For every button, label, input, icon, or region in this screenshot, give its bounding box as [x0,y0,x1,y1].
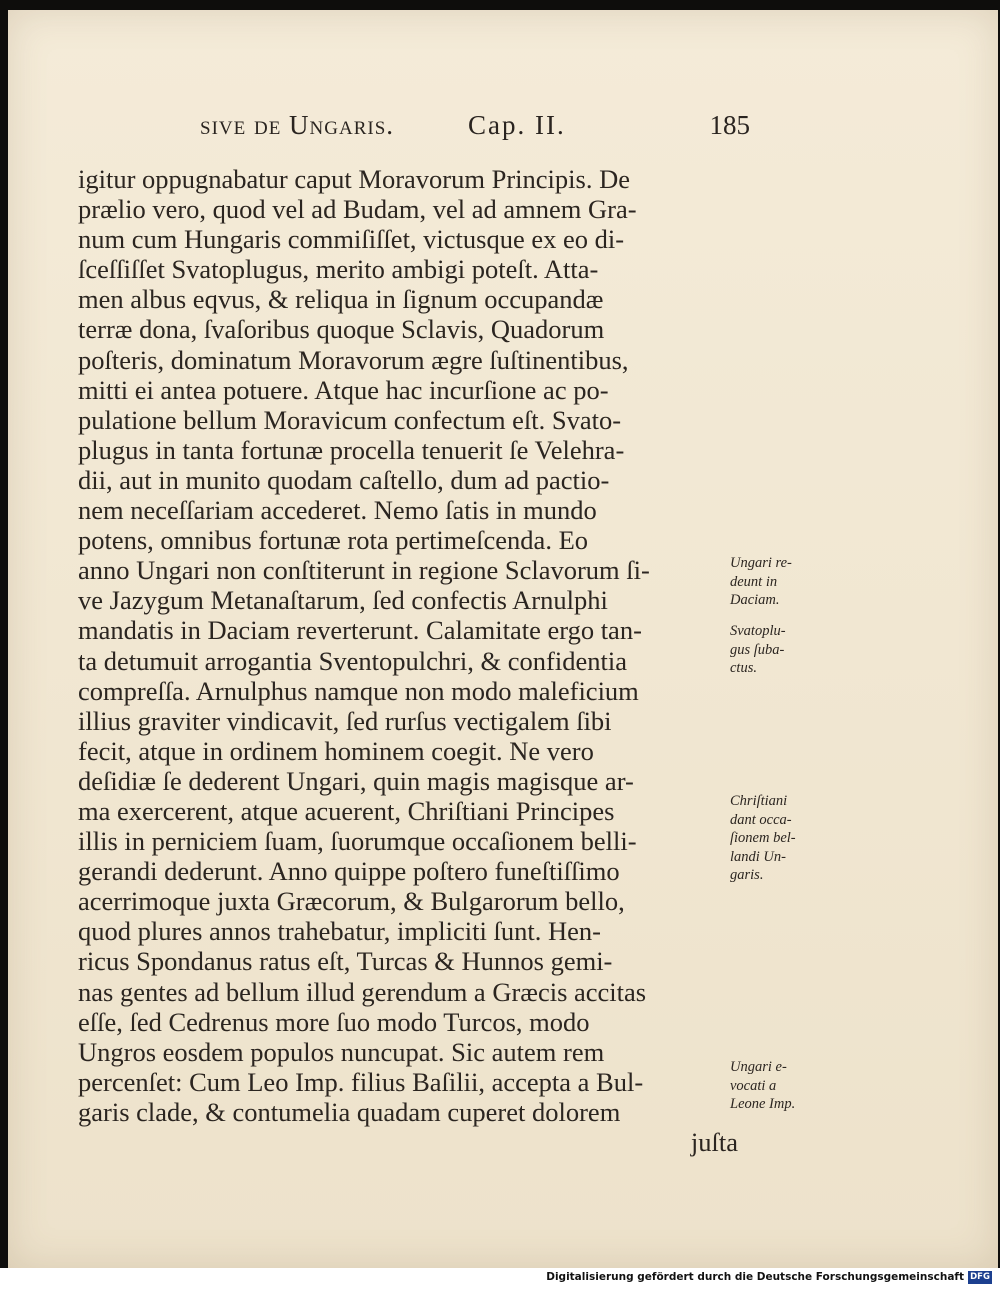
text-line: mitti ei antea potuere. Atque hac incurſione ac po- [78,374,609,405]
body-text [78,164,738,1157]
text-line: poſteris, dominatum Moravorum ægre ſuſtinentibus, [78,344,629,375]
funding-credit: Digitalisierung gefördert durch die Deutsche Forschungsgemeinschaft [546,1271,964,1283]
digitization-footer [0,1268,1000,1289]
text-line: gerandi dederunt. Anno quippe poſtero funeſtiſſimo [78,856,620,887]
marginal-line: ctus. [730,660,757,676]
text-line: compreſſa. Arnulphus namque non modo maleficium [78,675,639,706]
text-line: pulatione bellum Moravicum confectum eſt. Svato- [78,404,622,435]
text-line: igitur oppugnabatur caput Moravorum Principis. De [78,164,630,194]
text-line: ve Jazygum Metanaſtarum, ſed confectis Arnulphi [78,585,608,616]
text-line: anno Ungari non conſtiterunt in regione Sclavorum ſi- [78,555,650,586]
catchword: juſta [690,1127,738,1157]
text-line: num cum Hungaris commiſiſſet, victusque ex eo di- [78,224,625,255]
marginal-note [730,554,830,610]
marginal-line: dant occa- [730,811,792,828]
marginal-line: Ungari e- [730,1059,787,1075]
marginal-line: ſionem bel- [730,830,796,846]
chapter-label: Cap. II. [468,110,566,140]
marginal-note [730,1058,830,1114]
text-line: illis in perniciem ſuam, ſuorumque occaſionem belli- [78,826,637,857]
running-title: sive de Ungaris. [200,110,395,140]
text-line: Ungros eosdem populos nuncupat. Sic autem rem [78,1036,605,1067]
text-line: garis clade, & contumelia quadam cuperet dolorem [78,1096,621,1127]
marginal-line: Chriſtiani [730,793,788,809]
text-line: acerrimoque juxta Græcorum, & Bulgarorum bello, [78,886,625,917]
text-line: dii, aut in munito quodam caſtello, dum ad pactio- [78,464,610,495]
page-header [200,110,750,150]
marginal-note [730,792,830,885]
marginal-line: vocati a [730,1077,777,1094]
text-line: ta detumuit arrogantia Sventopulchri, & confidentia [78,645,627,676]
text-line: illius graviter vindicavit, ſed rurſus vectigalem ſibi [78,705,612,736]
marginal-line: landi Un- [730,848,786,865]
text-line: men albus eqvus, & reliqua in ſignum occupandæ [78,284,604,315]
marginal-line: deunt in [730,573,778,590]
marginal-line: garis. [730,867,764,883]
book-page [8,10,998,1268]
text-line: percenſet: Cum Leo Imp. filius Baſilii, accepta a Bul- [78,1066,644,1097]
text-line: nem neceſſariam accederet. Nemo ſatis in mundo [78,495,597,526]
marginal-line: Daciam. [730,592,780,608]
marginal-line: Ungari re- [730,555,792,571]
marginal-line: Svatoplu- [730,623,786,639]
marginal-note [730,622,830,678]
page-number: 185 [709,110,750,140]
text-line: ricus Spondanus ratus eſt, Turcas & Hunnos gemi- [78,946,613,977]
marginal-line: Leone Imp. [730,1096,796,1112]
text-line: potens, omnibus fortunæ rota pertimeſcenda. Eo [78,525,589,556]
text-line: ſceſſiſſet Svatoplugus, merito ambigi poteſt. Atta- [78,254,599,285]
text-line: fecit, atque in ordinem hominem coegit. Ne vero [78,735,594,766]
text-line: mandatis in Daciam reverterunt. Calamitate ergo tan- [78,615,642,646]
text-line: terræ dona, ſvaſoribus quoque Sclavis, Quadorum [78,314,605,345]
text-line: plugus in tanta fortunæ procella tenuerit ſe Velehra- [78,434,625,465]
text-line: nas gentes ad bellum illud gerendum a Græcis accitas [78,976,647,1007]
text-line: deſidiæ ſe dederent Ungari, quin magis magisque ar- [78,765,634,796]
dfg-logo: DFG [968,1271,992,1284]
text-line: prælio vero, quod vel ad Budam, vel ad amnem Gra- [78,194,637,225]
text-line: ma exercerent, atque acuerent, Chriſtiani Principes [78,795,615,826]
text-line: quod plures annos trahebatur, impliciti ſunt. Hen- [78,916,601,947]
text-line: eſſe, ſed Cedrenus more ſuo modo Turcos, modo [78,1006,590,1037]
marginal-line: gus ſuba- [730,641,785,658]
